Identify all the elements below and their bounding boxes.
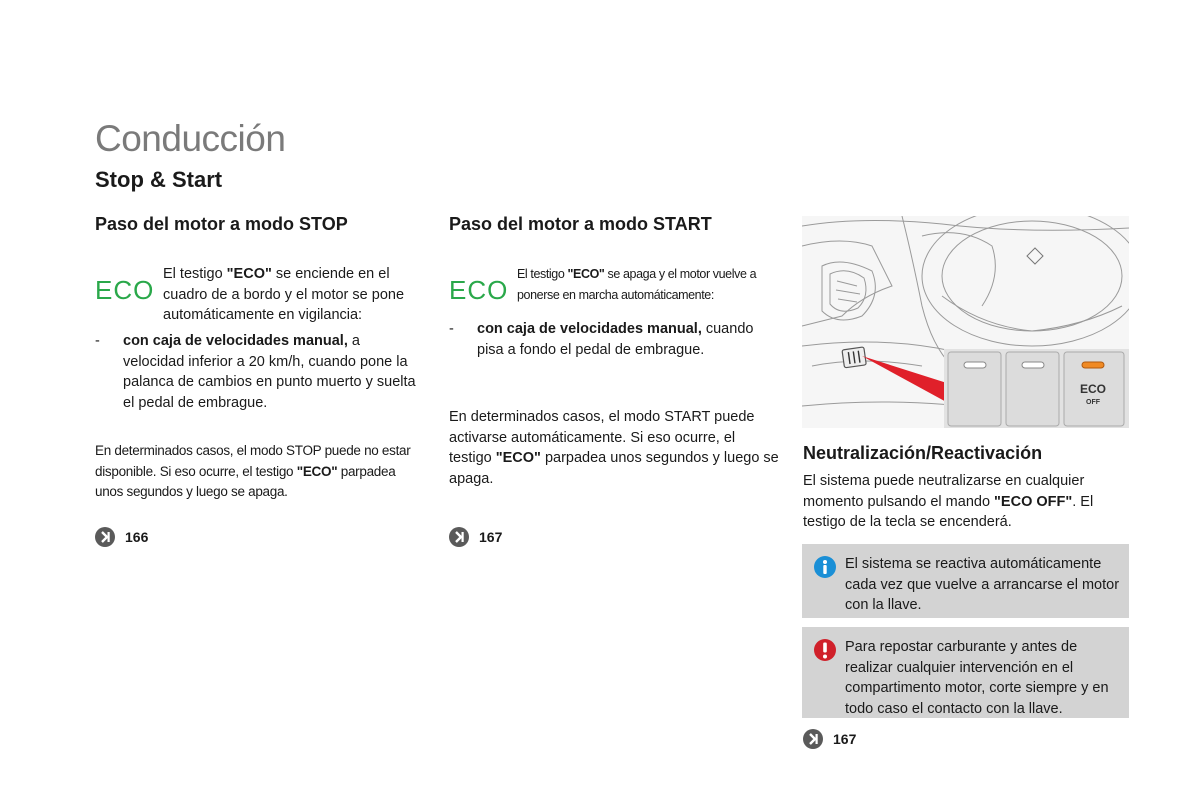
page-reference-167[interactable] [803,729,856,749]
stop-intro: El testigo "ECO" se enciende en el cuadro de a bordo y el motor se pone automáticamente en vigilancia: [163,266,405,323]
start-note: En determinados casos, el modo START puede activarse automáticamente. Si eso ocurre, el testigo "ECO" parpadea unos segundos y luego se apaga. [449,409,779,487]
eco-indicator-icon: ECO [95,275,155,305]
eco-off-button-sublabel: OFF [1086,399,1100,406]
info-text: El sistema se reactiva automáticamente cada vez que vuelve a arrancarse el motor con la llave. [845,556,1120,613]
info-box [802,544,1129,618]
reference-number: 166 [125,529,149,545]
reference-number: 167 [833,731,857,747]
bullet-dash: - [95,333,100,349]
eco-off-button-label: ECO [1079,382,1107,396]
reference-arrow-icon [803,729,823,749]
stop-mode-heading: Paso del motor a modo STOP [95,214,348,234]
bullet-dash: - [449,321,454,337]
warning-text: Para repostar carburante y antes de realizar cualquier intervención en el compartimento motor, corte siempre y en todo caso el contacto con la llave. [845,639,1109,717]
page-title: Conducción [95,118,286,159]
stop-bullet: - con caja de velocidades manual, a velocidad inferior a 20 km/h, cuando pone la palanca de cambios en punto muerto y suelta el pedal de embrague. [95,333,416,411]
reference-number: 167 [479,529,503,545]
neutralization-body: El sistema puede neutralizarse en cualquier momento pulsando el mando "ECO OFF". El testigo de la tecla se encenderá. [803,473,1094,530]
page-reference-167[interactable] [449,527,502,547]
stop-note: En determinados casos, el modo STOP puede no estar disponible. Si eso ocurre, el testigo "ECO" parpadea unos segundos y luego se apaga. [95,443,411,499]
start-intro: El testigo "ECO" se apaga y el motor vuelve a ponerse en marcha automáticamente: [517,267,757,302]
warning-box [802,627,1129,718]
eco-indicator-icon: ECO [449,275,509,305]
start-bullet: - con caja de velocidades manual, cuando pisa a fondo el pedal de embrague. [449,321,754,358]
reference-arrow-icon [95,527,115,547]
dashboard-illustration [802,216,1129,428]
start-mode-heading: Paso del motor a modo START [449,214,712,234]
info-icon [814,556,836,578]
section-title: Stop & Start [95,167,223,192]
neutralization-heading: Neutralización/Reactivación [803,443,1043,463]
page-reference-166[interactable] [95,527,148,547]
reference-arrow-icon [449,527,469,547]
warning-icon [814,639,836,661]
